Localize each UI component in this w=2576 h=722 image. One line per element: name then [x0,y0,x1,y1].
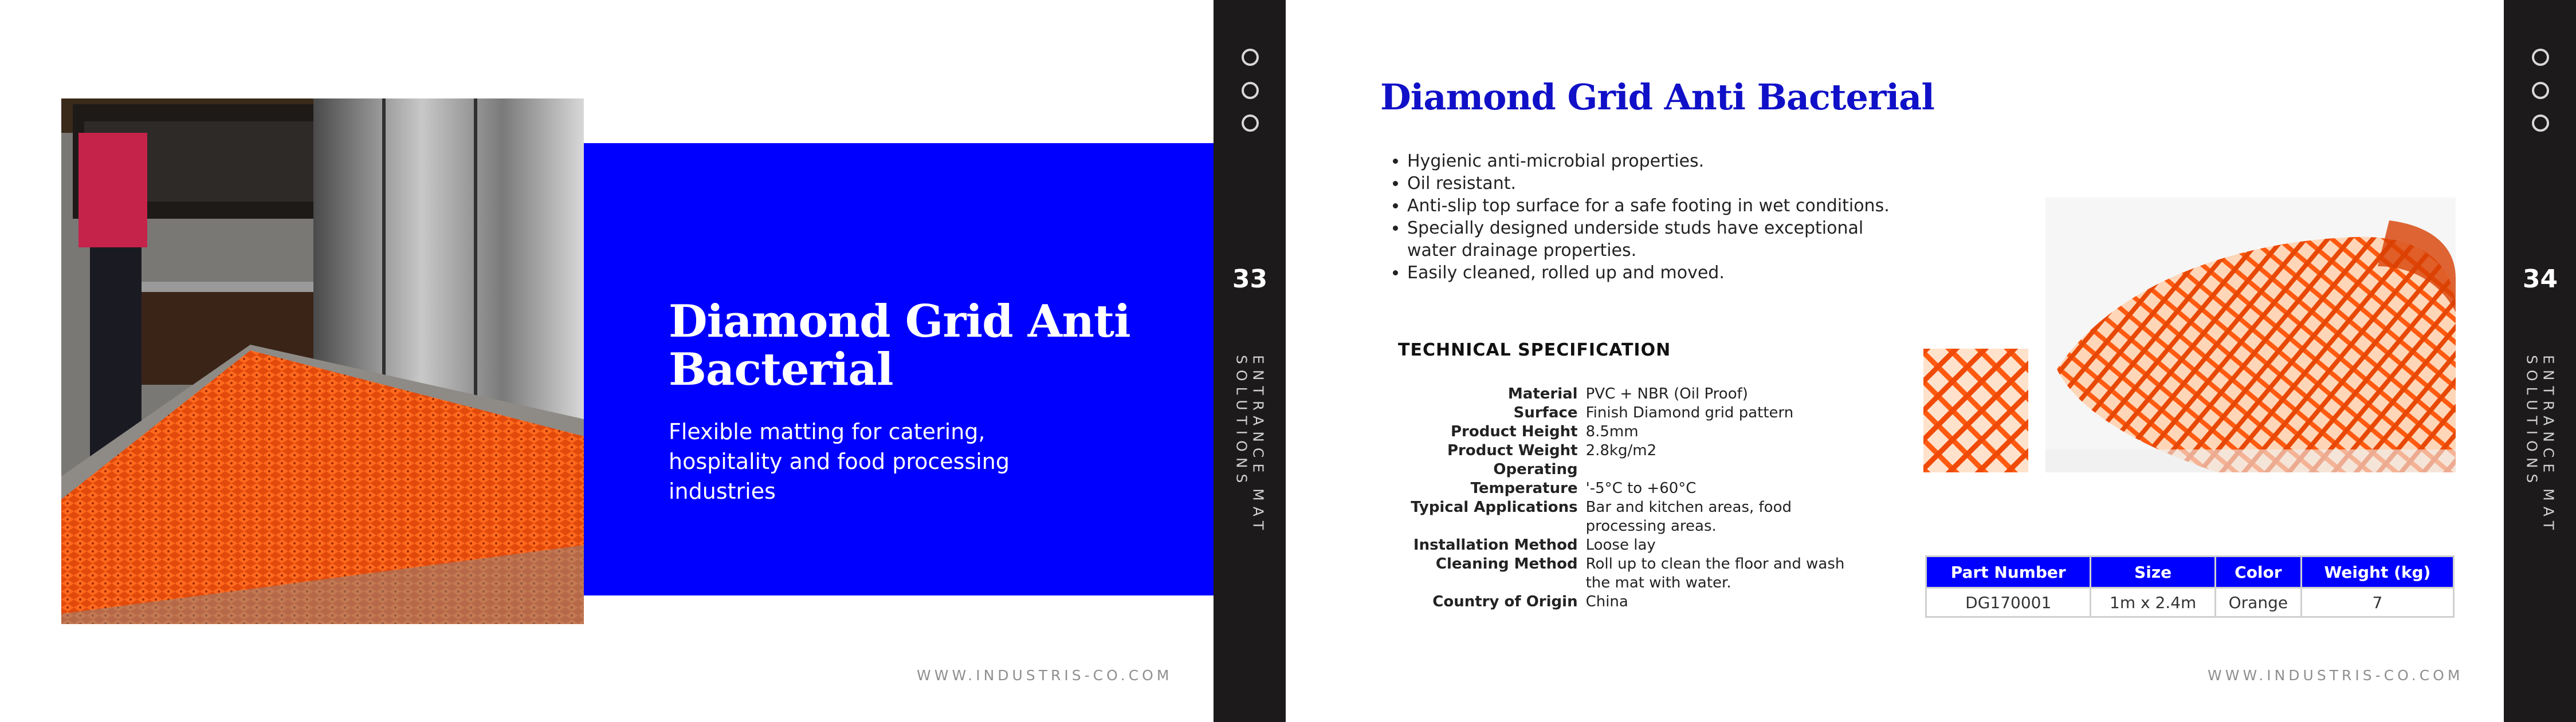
part-number-cell: DG170001 [1926,588,2091,617]
spec-label: Typical Applications [1411,499,1578,516]
spec-row [1398,441,1874,460]
ring-icon [1242,82,1259,99]
spec-label: Product Weight [1447,442,1578,459]
spec-value: China [1585,593,1628,610]
feature-item: • Anti-slip top surface for a safe footing in wet conditions. [1407,195,1900,217]
spec-row [1398,460,1874,479]
spec-label: Temperature [1470,480,1578,497]
ring-icon [2532,82,2549,99]
table-row [1926,588,2454,617]
hero-subtitle: Flexible matting for catering, hospitality and food processing industries [669,419,1010,504]
spec-row [1398,593,1874,611]
spec-label: Surface [1513,404,1578,421]
parts-header: Part Number [1926,557,2091,588]
side-label [2504,355,2576,653]
size-cell: 1m x 2.4m [2091,588,2215,617]
spec-label: Country of Origin [1432,593,1578,610]
spec-value: Roll up to clean the floor and wash the mat with water. [1585,555,1845,591]
spec-value: Bar and kitchen areas, food processing areas. [1585,499,1792,535]
spec-value: 8.5mm [1585,423,1639,440]
spec-value: '-5°C to +60°C [1585,480,1697,497]
feature-list [1387,150,1900,284]
feature-item: • Specially designed underside studs have exceptional water drainage properties. [1407,217,1900,262]
ring-icon [1242,49,1259,66]
spec-label: Installation Method [1413,536,1578,554]
side-label [1214,355,1286,653]
spec-heading: TECHNICAL SPECIFICATION [1398,340,1671,360]
spec-row [1398,498,1874,536]
spec-row [1398,385,1874,404]
kitchen-photo [61,98,584,624]
parts-header: Size [2091,557,2215,588]
website-link[interactable]: WWW.INDUSTRIS-CO.COM [2208,667,2464,684]
page-number: 33 [1232,265,1268,294]
page-number: 34 [2522,265,2558,294]
spec-label: Material [1507,385,1578,403]
spec-value: Finish Diamond grid pattern [1585,404,1794,421]
side-label-text: ENTRANCE MAT SOLUTIONS [2523,355,2557,536]
spec-row [1398,423,1874,441]
spec-row [1398,479,1874,498]
parts-table [1925,555,2455,618]
spec-label: Operating [1493,461,1578,478]
spec-row [1398,536,1874,555]
mat-closeup-image [1923,349,2028,472]
sidebar-left [1214,0,1286,722]
color-cell: Orange [2215,588,2301,617]
side-label-text: ENTRANCE MAT SOLUTIONS [1233,355,1267,536]
product-title: Diamond Grid Anti Bacterial [1380,76,1934,118]
weight-cell: 7 [2301,588,2453,617]
hero-title: Diamond Grid Anti Bacterial [669,295,1130,396]
sidebar-right [2504,0,2576,722]
spec-table [1398,385,1874,611]
spec-value: PVC + NBR (Oil Proof) [1585,385,1748,403]
ring-icon [2532,49,2549,66]
website-link[interactable]: WWW.INDUSTRIS-CO.COM [917,667,1173,684]
feature-item: • Oil resistant. [1407,172,1900,195]
spec-label: Product Height [1450,423,1578,440]
spec-row [1398,555,1874,593]
parts-header-row [1926,557,2454,588]
spec-value [1586,460,1874,479]
page-left [0,0,1214,722]
ring-icon [2532,115,2549,132]
feature-item: • Hygienic anti-microbial properties. [1407,150,1900,172]
spec-value: Loose lay [1585,536,1656,554]
spec-value: 2.8kg/m2 [1585,442,1657,459]
spec-row [1398,404,1874,423]
spec-label: Cleaning Method [1435,555,1578,573]
parts-header: Color [2215,557,2301,588]
parts-header: Weight (kg) [2301,557,2453,588]
feature-item: • Easily cleaned, rolled up and moved. [1407,262,1900,284]
mat-roll-image [2045,198,2456,472]
ring-icon [1242,115,1259,132]
